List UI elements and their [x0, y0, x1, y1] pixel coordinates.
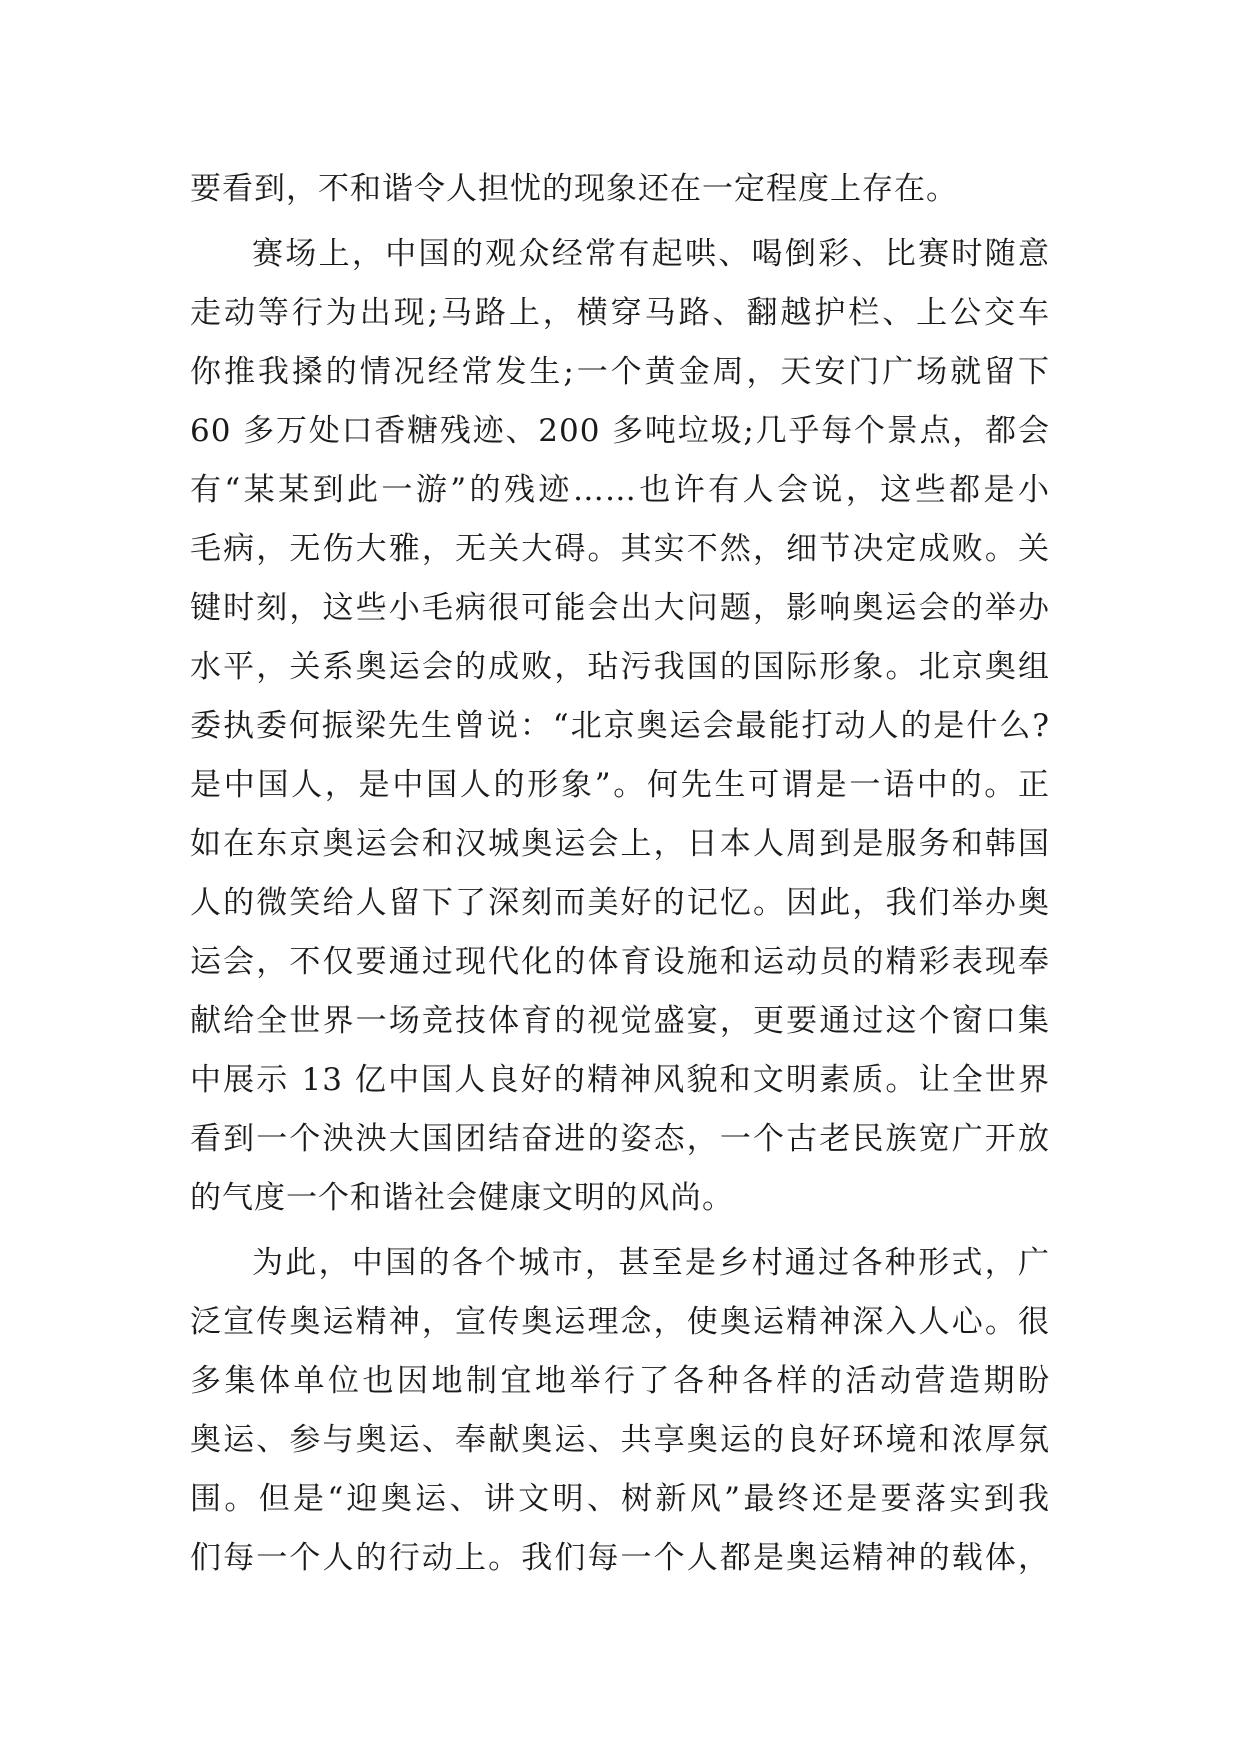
text-line: 为此，中国的各个城市，甚至是乡村通过各种形式，广: [252, 1245, 1050, 1281]
text-line: 赛场上，中国的观众经常有起哄、喝倒彩、比赛时随意: [252, 236, 1050, 272]
text-line: 水平，关系奥运会的成败，玷污我国的国际形象。北京奥组: [190, 649, 1050, 685]
text-line: 多集体单位也因地制宜地举行了各种各样的活动营造期盼: [190, 1363, 1050, 1399]
text-line: 你推我搡的情况经常发生;一个黄金周，天安门广场就留下: [190, 354, 1050, 390]
text-line: 是中国人，是中国人的形象”。何先生可谓是一语中的。正: [190, 767, 1050, 803]
text-line: 委执委何振梁先生曾说：“北京奥运会最能打动人的是什么?: [190, 708, 1050, 744]
text-line: 看到一个泱泱大国团结奋进的姿态，一个古老民族宽广开放: [190, 1121, 1050, 1157]
document-body: [190, 160, 1050, 1588]
text-line: 运会，不仅要通过现代化的体育设施和运动员的精彩表现奉: [190, 944, 1050, 980]
text-line: 60 多万处口香糖残迹、200 多吨垃圾;几乎每个景点，都会: [190, 413, 1050, 449]
text-line: 中展示 13 亿中国人良好的精神风貌和文明素质。让全世界: [190, 1062, 1050, 1098]
paragraph: [190, 160, 1050, 219]
paragraph: [190, 225, 1050, 1228]
text-line: 奥运、参与奥运、奉献奥运、共享奥运的良好环境和浓厚氛: [190, 1422, 1050, 1458]
text-line: 如在东京奥运会和汉城奥运会上，日本人周到是服务和韩国: [190, 826, 1050, 862]
text-line: 有“某某到此一游”的残迹……也许有人会说，这些都是小: [190, 472, 1050, 508]
text-line: 键时刻，这些小毛病很可能会出大问题，影响奥运会的举办: [190, 590, 1050, 626]
text-line: 毛病，无伤大雅，无关大碍。其实不然，细节决定成败。关: [190, 531, 1050, 567]
text-line: 的气度一个和谐社会健康文明的风尚。: [190, 1180, 734, 1216]
text-line: 献给全世界一场竞技体育的视觉盛宴，更要通过这个窗口集: [190, 1003, 1050, 1039]
text-line: 走动等行为出现;马路上，横穿马路、翻越护栏、上公交车: [190, 295, 1050, 331]
text-line: 泛宣传奥运精神，宣传奥运理念，使奥运精神深入人心。很: [190, 1304, 1050, 1340]
text-line: 要看到，不和谐令人担忧的现象还在一定程度上存在。: [190, 171, 958, 207]
paragraph: [190, 1234, 1050, 1588]
text-line: 们每一个人的行动上。我们每一个人都是奥运精神的载体，: [190, 1540, 1050, 1576]
text-line: 围。但是“迎奥运、讲文明、树新风”最终还是要落实到我: [190, 1481, 1050, 1517]
text-line: 人的微笑给人留下了深刻而美好的记忆。因此，我们举办奥: [190, 885, 1050, 921]
